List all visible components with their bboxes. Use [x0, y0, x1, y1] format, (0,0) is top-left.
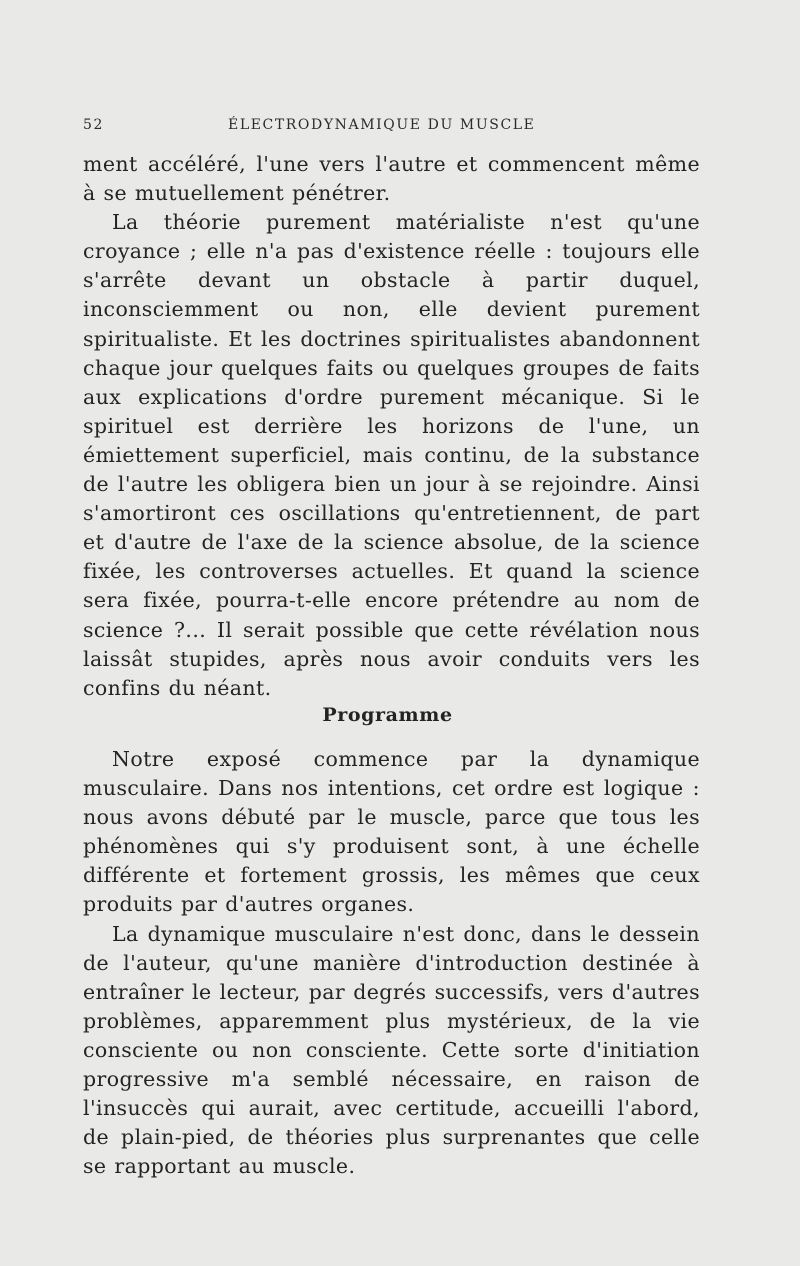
paragraph: Notre exposé commence par la dynamique musculaire. Dans nos intentions, cet ordre est logique : nous avons débuté par le muscle, parce que tous les phénomènes qui s'y produisent sont, à une échelle différente et fortement grossis, les mêmes que ceux produits par d'autres organes. [83, 747, 700, 917]
paragraph: ment accéléré, l'une vers l'autre et commencent même à se mutuellement pénétrer. [83, 152, 700, 206]
running-title: ÉLECTRODYNAMIQUE DU MUSCLE [228, 117, 536, 133]
page-number: 52 [83, 117, 105, 133]
running-head [83, 117, 723, 141]
paragraph: La théorie purement matérialiste n'est qu'une croyance ; elle n'a pas d'existence réelle : toujours elle s'arrête devant un obstacle à partir duquel, inconsciemment ou non, elle devient purement spiritualiste. Et les doctrines spiritualistes abandonnent chaque jour quelques faits ou quelques groupes de faits aux explications d'ordre purement mécanique. Si le spirituel est derrière les horizons de l'une, un émiettement superficiel, mais continu, de la substance de l'autre les obligera bien un jour à se rejoindre. Ainsi s'amortiront ces oscillations qu'entretiennent, de part et d'autre de l'axe de la science absolue, de la science fixée, les controverses actuelles. Et quand la science sera fixée, pourra-t-elle encore prétendre au nom de science ?... Il serait possible que cette révélation nous laissât stupides, après nous avoir conduits vers les confins du néant. [83, 210, 700, 700]
paragraph: La dynamique musculaire n'est donc, dans le dessein de l'auteur, qu'une manière d'introduction destinée à entraîner le lecteur, par degrés successifs, vers d'autres problèmes, apparemment plus mystérieux, de la vie consciente ou non consciente. Cette sorte d'initiation progressive m'a semblé nécessaire, en raison de l'insuccès qui aurait, avec certitude, accueilli l'abord, de plain-pied, de théories plus surprenantes que celle se rapportant au muscle. [83, 921, 700, 1179]
section-heading: Programme [322, 704, 453, 726]
text-block-after-heading [83, 745, 700, 1181]
text-block-before-heading [83, 150, 700, 703]
